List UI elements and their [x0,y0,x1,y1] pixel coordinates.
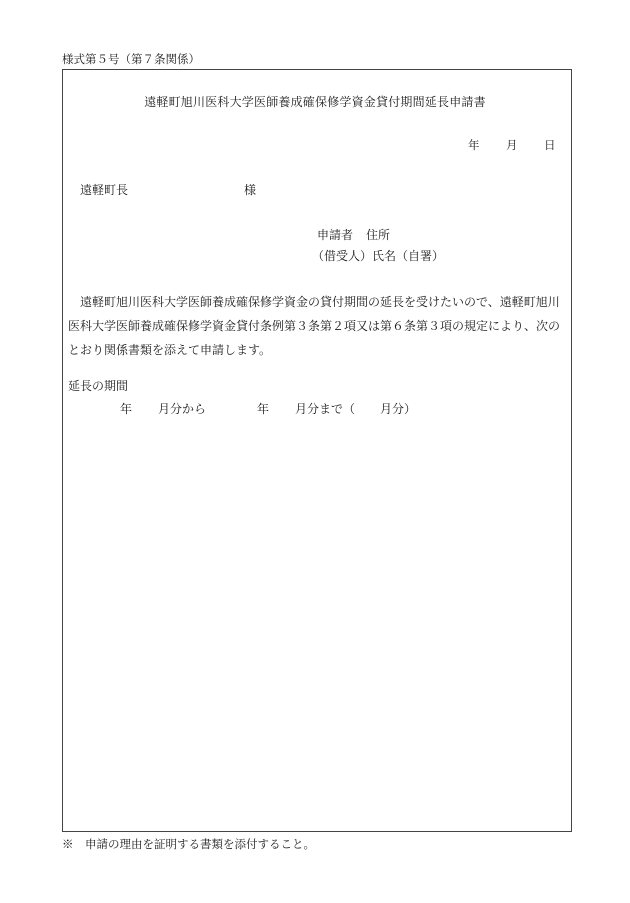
footnote: ※ 申請の理由を証明する書類を添付すること。 [62,837,315,851]
form-title: 遠軽町旭川医科大学医師養成確保修学資金貸付期間延長申請書 [144,95,486,109]
date-month-label: 月 [506,138,518,152]
form-frame [62,69,572,832]
date-year-label: 年 [468,138,480,152]
period-end-month: 月分まで（ [295,402,356,416]
period-months: 月分） [380,402,417,416]
applicant-name-row [312,250,444,262]
period-start-month: 月分から [158,402,207,416]
applicant-role: 申請者 [317,228,354,242]
applicant-borrower: （借受人） [312,249,373,263]
form-number: 様式第５号（第７条関係） [62,52,200,66]
applicant-name-label: 氏名（自署） [372,249,445,263]
addressee-name: 遠軽町長 [80,183,129,197]
applicant-address-row [317,229,390,241]
addressee-honorific: 様 [244,183,257,197]
period-end-year: 年 [257,402,270,416]
application-statement: 遠軽町旭川医科大学医師養成確保修学資金の貸付期間の延長を受けたいので、遠軽町旭川医科大学医師養成確保修学資金貸付条例第３条第２項又は第６条第３項の規定により、次のとおり関係書類を添えて申請します。 [68,295,561,357]
applicant-address-label: 住所 [366,228,391,242]
date-day-label: 日 [544,138,556,152]
period-label: 延長の期間 [68,379,129,393]
period-start-year: 年 [120,402,133,416]
